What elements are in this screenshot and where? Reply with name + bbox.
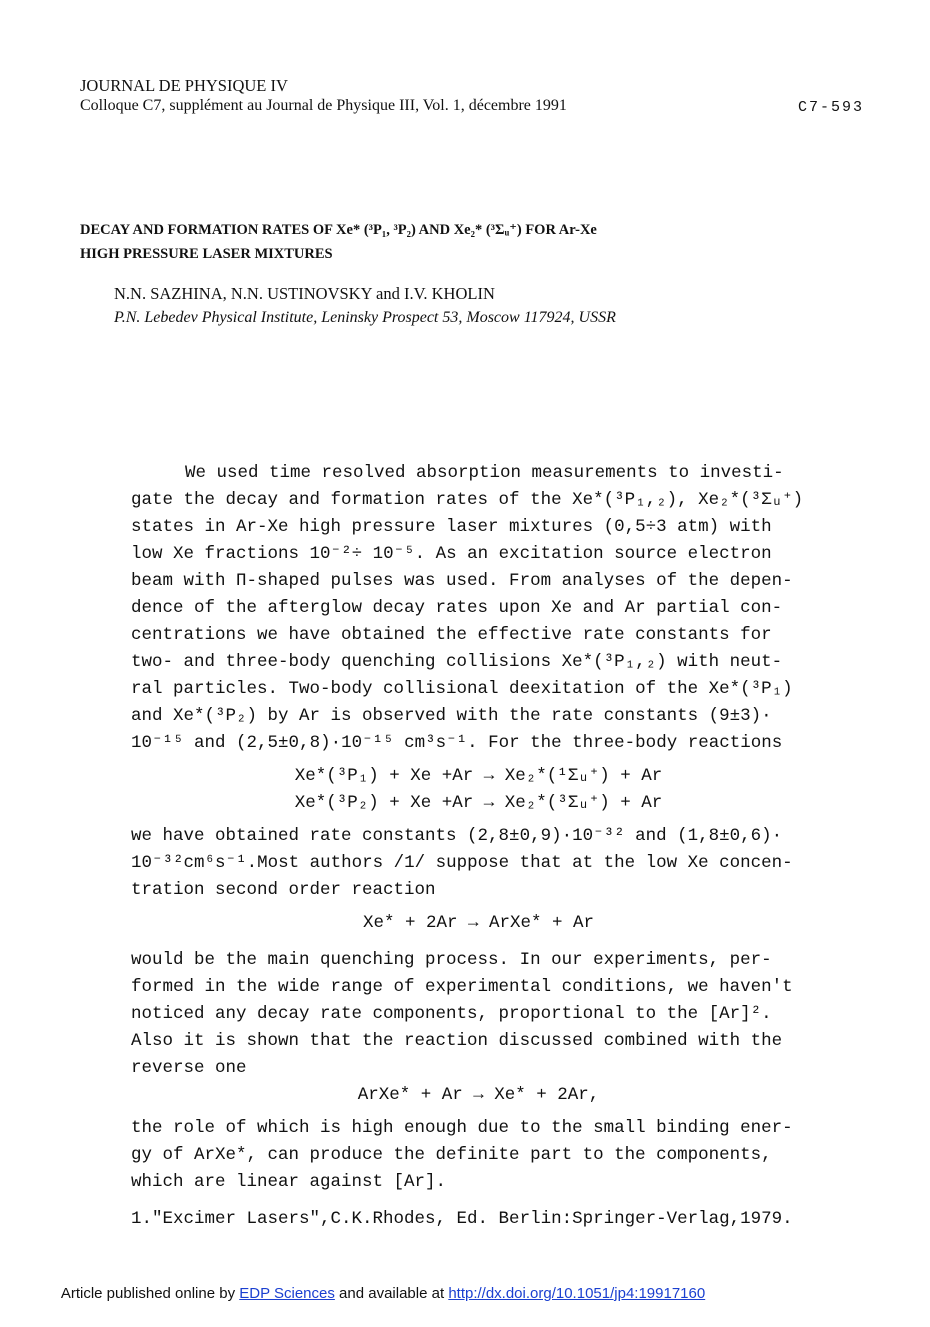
paper-title <box>80 218 860 266</box>
body-line: gy of ArXe*, can produce the definite part to the components, <box>131 1145 772 1165</box>
body-line: centrations we have obtained the effective rate constants for <box>131 625 772 645</box>
body-line: tration second order reaction <box>131 880 436 900</box>
equation: ArXe* + Ar → Xe* + 2Ar, <box>357 1085 600 1105</box>
body-line: noticed any decay rate components, proportional to the [Ar]². <box>131 1004 772 1024</box>
reference: 1."Excimer Lasers",C.K.Rhodes, Ed. Berlin:Springer-Verlag,1979. <box>131 1209 793 1229</box>
body-line: 10⁻¹⁵ and (2,5±0,8)·10⁻¹⁵ cm³s⁻¹. For the three-body reactions <box>131 733 783 753</box>
journal-name: JOURNAL DE PHYSIQUE IV <box>80 76 288 95</box>
footer-middle: and available at <box>339 1285 445 1302</box>
equation: Xe*(³P₁) + Xe +Ar → Xe₂*(¹Σᵤ⁺) + Ar <box>294 766 663 786</box>
body-line: beam with Π-shaped pulses was used. From analyses of the depen- <box>131 571 793 591</box>
body-line: dence of the afterglow decay rates upon Xe and Ar partial con- <box>131 598 783 618</box>
footer-prefix: Article published online by <box>60 1285 236 1302</box>
body-line: would be the main quenching process. In our experiments, per- <box>131 950 772 970</box>
page-number: C7-593 <box>797 99 864 116</box>
body-line: We used time resolved absorption measurements to investi- <box>185 463 784 483</box>
title-line-2: HIGH PRESSURE LASER MIXTURES <box>80 246 333 262</box>
body-line: states in Ar-Xe high pressure laser mixtures (0,5÷3 atm) with <box>131 517 772 537</box>
body-line: ral particles. Two-body collisional deexitation of the Xe*(³P₁) <box>131 679 793 699</box>
author-affiliation: P.N. Lebedev Physical Institute, Leninsky Prospect 53, Moscow 117924, USSR <box>114 309 616 326</box>
title-line-1: DECAY AND FORMATION RATES OF Xe* (³P₁, ³P₂) AND Xe₂* (³Σᵤ⁺) FOR Ar-Xe <box>80 222 597 238</box>
equation: Xe* + 2Ar → ArXe* + Ar <box>362 913 595 933</box>
body-line: formed in the wide range of experimental conditions, we haven't <box>131 977 793 997</box>
body-line: Also it is shown that the reaction discussed combined with the <box>131 1031 783 1051</box>
body-line: the role of which is high enough due to the small binding ener- <box>131 1118 793 1138</box>
body-line: we have obtained rate constants (2,8±0,9)·10⁻³² and (1,8±0,6)· <box>131 826 783 846</box>
abstract-body <box>131 460 826 1233</box>
doi-link[interactable]: http://dx.doi.org/10.1051/jp4:19917160 <box>448 1285 706 1302</box>
author-names: N.N. SAZHINA, N.N. USTINOVSKY and I.V. KHOLIN <box>114 284 495 303</box>
body-line: gate the decay and formation rates of the Xe*(³P₁,₂), Xe₂*(³Σᵤ⁺) <box>131 490 804 510</box>
journal-issue: Colloque C7, supplément au Journal de Physique III, Vol. 1, décembre 1991 <box>80 97 567 114</box>
equation: Xe*(³P₂) + Xe +Ar → Xe₂*(³Σᵤ⁺) + Ar <box>294 793 663 813</box>
body-line: and Xe*(³P₂) by Ar is observed with the rate constants (9±3)· <box>131 706 772 726</box>
body-line: two- and three-body quenching collisions Xe*(³P₁,₂) with neut- <box>131 652 783 672</box>
publisher-link[interactable]: EDP Sciences <box>239 1285 335 1302</box>
body-line: low Xe fractions 10⁻²÷ 10⁻⁵. As an excitation source electron <box>131 544 772 564</box>
author-block <box>114 282 616 330</box>
publication-footer <box>0 1285 766 1302</box>
body-line: 10⁻³²cm⁶s⁻¹.Most authors /1/ suppose that at the low Xe concen- <box>131 853 793 873</box>
body-line: reverse one <box>131 1058 247 1078</box>
body-line: which are linear against [Ar]. <box>131 1172 447 1192</box>
journal-header <box>80 76 567 116</box>
